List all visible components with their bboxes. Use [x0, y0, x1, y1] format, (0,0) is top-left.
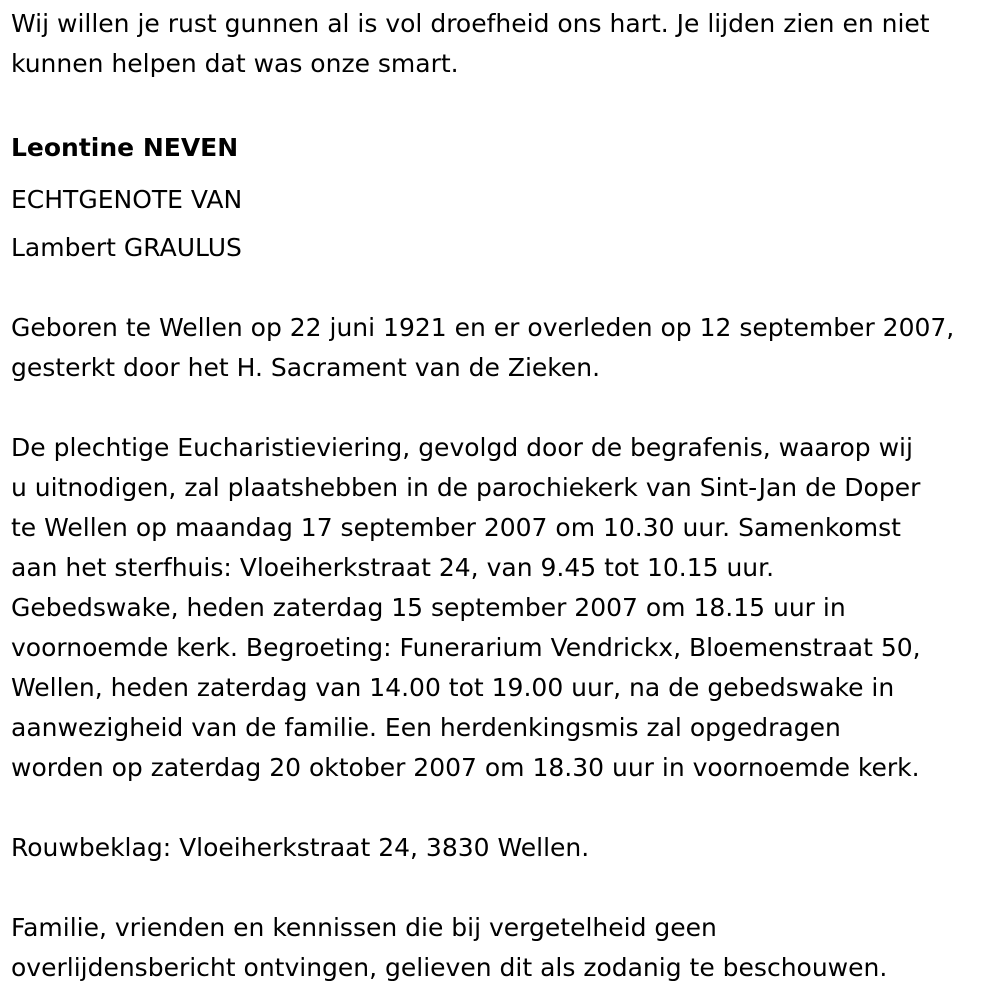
ceremony-line: worden op zaterdag 20 oktober 2007 om 18.30 uur in voornoemde kerk. [11, 753, 920, 782]
verse-line: Wij willen je rust gunnen al is vol droefheid ons hart. Je lijden zien en niet [11, 9, 930, 38]
closing-paragraph [11, 908, 997, 988]
condolences-paragraph [11, 828, 997, 868]
relation-label: ECHTGENOTE VAN [11, 185, 243, 214]
closing-line: Familie, vrienden en kennissen die bij vergetelheid geen [11, 913, 717, 942]
ceremony-line: u uitnodigen, zal plaatshebben in de parochiekerk van Sint-Jan de Doper [11, 473, 921, 502]
ceremony-line: aan het sterfhuis: Vloeiherkstraat 24, van 9.45 tot 10.15 uur. [11, 553, 775, 582]
spouse-name: Lambert GRAULUS [11, 233, 242, 262]
ceremony-line: Gebedswake, heden zaterdag 15 september 2007 om 18.15 uur in [11, 593, 846, 622]
verse-paragraph [11, 4, 997, 84]
paragraph-gap [11, 388, 997, 428]
paragraph-gap [11, 868, 997, 908]
deceased-name: Leontine NEVEN [11, 133, 239, 162]
ceremony-line: De plechtige Eucharistieviering, gevolgd door de begrafenis, waarop wij [11, 433, 913, 462]
birth-death-paragraph [11, 308, 997, 388]
verse-line: kunnen helpen dat was onze smart. [11, 49, 459, 78]
ceremony-line: Wellen, heden zaterdag van 14.00 tot 19.00 uur, na de gebedswake in [11, 673, 895, 702]
ceremony-paragraph [11, 428, 997, 788]
birth-death-line: gesterkt door het H. Sacrament van de Zieken. [11, 353, 601, 382]
birth-death-line: Geboren te Wellen op 22 juni 1921 en er overleden op 12 september 2007, [11, 313, 955, 342]
condolences-line: Rouwbeklag: Vloeiherkstraat 24, 3830 Wellen. [11, 833, 590, 862]
ceremony-line: aanwezigheid van de familie. Een herdenkingsmis zal opgedragen [11, 713, 841, 742]
paragraph-gap [11, 84, 997, 124]
deceased-block [11, 128, 997, 272]
ceremony-line: voornoemde kerk. Begroeting: Funerarium Vendrickx, Bloemenstraat 50, [11, 633, 921, 662]
ceremony-line: te Wellen op maandag 17 september 2007 om 10.30 uur. Samenkomst [11, 513, 901, 542]
paragraph-gap [11, 788, 997, 828]
obituary-notice [11, 4, 997, 988]
paragraph-gap [11, 272, 997, 308]
closing-line: overlijdensbericht ontvingen, gelieven dit als zodanig te beschouwen. [11, 953, 888, 982]
